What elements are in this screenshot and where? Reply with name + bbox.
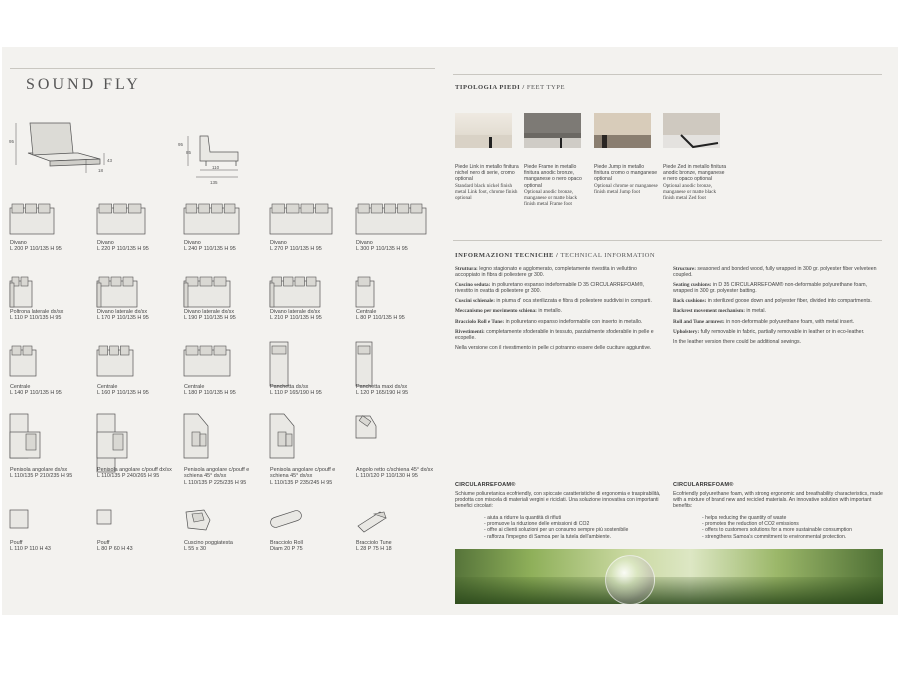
foot-caption-it: Piede Zed in metallo finitura anodic bronze, manganese e nero opaco optional [663, 164, 727, 183]
module-caption-4 [270, 240, 322, 253]
foot-caption-en: Optional chrome or manganese finish metal Jump foot [594, 182, 658, 195]
module-size: L 110/135 P 240/265 H 95 [97, 473, 160, 480]
tech-row-it-6 [455, 329, 660, 341]
side-dim-height: 95 [178, 142, 184, 147]
module-name: Divano [97, 240, 114, 246]
module-size: L 220 P 110/135 H 95 [97, 246, 149, 253]
tech-text: seasoned and bonded wood, fully wrapped in 300 gr. polyester fiber velveteen coupled. [673, 266, 877, 279]
module-size: L 160 P 110/135 H 95 [97, 390, 149, 397]
module-name: Centrale [97, 384, 118, 390]
tech-row-en-6 [673, 329, 883, 335]
module-name: Centrale [10, 384, 31, 390]
module-caption-2 [97, 240, 149, 253]
module-size: L 28 P 75 H 18 [356, 546, 392, 553]
tech-row-it-4 [455, 308, 660, 314]
foot-caption-en: Optional anodic bronze, manganese or matte black finish metal Zed foot [663, 182, 717, 202]
tech-text: Nella versione con il rivestimento in pelle ci potranno essere delle cuciture aggiuntive. [455, 344, 652, 351]
dim-seat: 43 [107, 158, 113, 163]
module-size: L 110/120 P 110/130 H 95 [356, 473, 418, 480]
tech-row-it-7 [455, 345, 660, 351]
tech-text: in poliuretano espanso indeformabile D 35 CIRCULARREFOAM®, rivestito in ovatta di poliestere gr 300. [455, 282, 645, 295]
circular-list-item: - offers to customers solutions for a more sustainable consumption [702, 527, 852, 534]
foot-caption-4 [663, 164, 727, 201]
foot-caption-en: Optional anodic bronze, manganese or matte black finish metal Frame foot [524, 188, 578, 208]
foot-caption-en: Standard black nickel finish metal Link foot, chrome finish optional [455, 182, 518, 202]
tech-row-en-7 [673, 339, 883, 345]
tech-text: legno stagionato e agglomerato, completamente rivestita in velluttino accoppiato in fibra di poliestere gr 300. [455, 266, 637, 279]
tech-row-it-3 [455, 298, 660, 304]
feet-heading [455, 84, 565, 91]
module-size: L 55 x 30 [184, 546, 206, 553]
module-icon-8 [182, 273, 262, 333]
module-size: L 110/135 P 210/235 H 95 [10, 473, 73, 480]
module-caption-10 [356, 309, 405, 322]
module-caption-7 [97, 309, 149, 322]
tech-row-en-3 [673, 298, 883, 304]
module-size: L 120 P 165/190 H 95 [356, 390, 409, 397]
tech-text: fully removable in fabric, partially removable in leather or in eco-leather. [699, 328, 865, 335]
module-name: Centrale [356, 309, 377, 315]
module-size: Diam 20 P 75 [270, 546, 303, 553]
module-caption-8 [184, 309, 236, 322]
module-size: L 190 P 110/135 H 95 [184, 315, 236, 322]
circularrefoam-logo-it: CIRCULARREFOAM® [455, 482, 516, 488]
foot-caption-3 [594, 164, 658, 195]
module-name: Pouff [10, 540, 23, 546]
top-rule-left [10, 68, 435, 69]
module-size: L 270 P 110/135 H 95 [270, 246, 322, 253]
module-caption-16 [10, 467, 90, 480]
module-icon-24 [268, 508, 348, 568]
module-size: L 170 P 110/135 H 95 [97, 315, 149, 322]
foot-link-photo [455, 113, 512, 148]
tech-text: in sterilized goose down and polyester fiber, divided into compartments. [706, 298, 872, 305]
tech-row-en-5 [673, 319, 883, 325]
module-icon-23 [182, 508, 262, 568]
module-name: Divano laterale dx/sx [184, 309, 235, 315]
tech-row-en-4 [673, 308, 883, 314]
module-size: L 110 P 165/190 H 95 [270, 390, 322, 397]
module-caption-25 [356, 540, 392, 553]
foot-jump-photo [594, 113, 651, 148]
tech-row-it-5 [455, 319, 660, 325]
tech-row-it-2 [455, 282, 660, 294]
module-caption-24 [270, 540, 303, 553]
circular-list-item: - helps reducing the quantity of waste [702, 515, 787, 521]
module-size: L 80 P 60 H 43 [97, 546, 133, 553]
module-caption-3 [184, 240, 236, 253]
module-name: Angolo retto c/schiena 45° dx/sx [356, 467, 434, 473]
module-name: Bracciolo Tune [356, 540, 392, 546]
tech-text: in poliuretano espanso indeformabile con inserto in metallo. [504, 318, 643, 325]
module-caption-6 [10, 309, 63, 322]
module-caption-5 [356, 240, 408, 253]
foot-caption-2 [524, 164, 588, 207]
module-caption-9 [270, 309, 322, 322]
feet-heading-it: TIPOLOGIA PIEDI / [455, 84, 525, 91]
tech-label: Meccanismo per movimento schiena: [455, 308, 537, 315]
circular-it-intro: Schiume poliuretanica ecofriendly, con spiccate caratteristiche di ergonomia e traspirabilità, prodotta con miscela di materiali vergini e riciclati. Una soluzione innovativa con importanti benefici circolari: [455, 491, 661, 510]
foot-zed-photo [663, 113, 720, 148]
front-dimension-diagram [8, 115, 118, 180]
tech-label: Bracciolo Roll e Tune: [455, 318, 505, 325]
tech-label: Seating cushions: [673, 282, 712, 289]
foot-caption-it: Piede Frame in metallo finitura anodic bronze, manganese o nero opaco optional [524, 164, 582, 189]
module-caption-20 [356, 467, 436, 480]
circular-list-item: - promotes the reduction of CO2 emissions [702, 521, 799, 528]
side-dim-seat: 85 [186, 150, 192, 155]
module-name: Divano laterale dx/sx [270, 309, 321, 315]
tech-en-column [673, 266, 883, 345]
module-name: Bracciolo Roll [270, 540, 303, 546]
module-name: Centrale [184, 384, 205, 390]
module-name: Penisola angolare dx/sx [10, 467, 68, 473]
tech-label: Backrest movement mechanism: [673, 308, 745, 315]
tech-it-column [455, 266, 660, 351]
side-dim-depth1: 110 [212, 165, 220, 170]
foot-caption-it: Piede Jump in metallo finitura cromo o manganese optional [594, 164, 658, 183]
module-caption-15 [356, 384, 408, 397]
module-caption-1 [10, 240, 62, 253]
tech-label: Roll and Tune armrest: [673, 318, 725, 325]
module-caption-22 [97, 540, 133, 553]
tech-row-en-1 [673, 266, 883, 278]
side-dimension-diagram [178, 128, 248, 188]
module-size: L 140 P 110/135 H 95 [10, 390, 62, 397]
module-name: Panchetta maxi dx/sx [356, 384, 408, 390]
feet-rule [453, 240, 882, 241]
tech-label: Cuscino seduta: [455, 282, 491, 289]
dim-height: 95 [9, 139, 15, 144]
module-name: Penisola angolare c/pouff e schiena 45° dx/sx [270, 467, 336, 480]
tech-heading-it: INFORMAZIONI TECNICHE / [455, 252, 559, 259]
circularrefoam-logo-en: CIRCULARREFOAM® [673, 482, 734, 488]
tech-row-en-2 [673, 282, 883, 294]
tech-text: completamente sfoderabile in tessuto, parzialmente sfoderabile in pelle e ecopelle. [455, 328, 654, 341]
module-icon-19 [268, 414, 348, 474]
tech-heading-en: TECHNICAL INFORMATION [560, 252, 656, 259]
circular-list-item: - strengthens Samoa's commitment to environmental protection. [702, 533, 847, 540]
module-caption-18 [184, 467, 264, 486]
module-size: L 110 P 110 H 43 [10, 546, 51, 553]
tech-text: in piuma d' oca sterilizzata e fibra di poliestere suddivisi in comparti. [494, 298, 652, 305]
tech-text: In the leather version there could be additional sewings. [673, 338, 802, 345]
tech-text: in D 35 CIRCULARREFOAM® non-deformable polyurethane foam, wrapped in 300 gr. polyester batting. [673, 282, 867, 295]
module-icon-17 [95, 414, 175, 474]
module-size: L 180 P 110/135 H 95 [184, 390, 236, 397]
tech-label: Upholstery: [673, 328, 700, 335]
module-caption-13 [184, 384, 236, 397]
module-icon-9 [268, 273, 348, 333]
module-size: L 240 P 110/135 H 95 [184, 246, 236, 253]
module-icon-18 [182, 414, 262, 474]
module-name: Cuscino poggiatesta [184, 540, 233, 546]
module-size: L 200 P 110/135 H 95 [10, 246, 62, 253]
module-name: Divano laterale dx/sx [97, 309, 148, 315]
module-name: Pouff [97, 540, 110, 546]
top-rule-right [453, 74, 882, 75]
module-name: Divano [10, 240, 27, 246]
module-size: L 110/135 P 225/235 H 95 [184, 479, 247, 486]
module-caption-21 [10, 540, 51, 553]
module-size: L 210 P 110/135 H 95 [270, 315, 322, 322]
module-name: Penisola angolare c/pouff e schiena 45° dx/sx [184, 467, 250, 480]
module-size: L 110 P 110/135 H 95 [10, 315, 62, 322]
nature-photo [455, 549, 883, 604]
module-caption-17 [97, 467, 177, 480]
module-caption-11 [10, 384, 62, 397]
module-caption-19 [270, 467, 350, 486]
dim-depth: 18 [98, 168, 104, 173]
module-icon-16 [8, 414, 88, 474]
tech-text: in non-deformable polyurethane foam, with metal insert. [724, 318, 855, 325]
side-dim-depth2: 135 [210, 180, 218, 185]
foot-caption-it: Piede Link in metallo finitura nichel nero di serie, cromo optional [455, 164, 519, 183]
module-name: Divano [184, 240, 201, 246]
tech-text: in metal. [744, 308, 766, 315]
feet-heading-en: FEET TYPE [526, 84, 566, 91]
module-name: Penisola angolare c/pouff dx/sx [97, 467, 172, 473]
module-caption-23 [184, 540, 233, 553]
module-icon-22 [95, 508, 175, 568]
module-caption-12 [97, 384, 149, 397]
circular-list-item: - aiuta a ridurre la quantità di rifiuti [484, 515, 562, 521]
tech-row-it-1 [455, 266, 660, 278]
tech-label: Back cushions: [673, 298, 707, 305]
module-size: L 300 P 110/135 H 95 [356, 246, 408, 253]
module-icon-21 [8, 508, 88, 568]
module-icon-25 [354, 508, 434, 568]
circular-list-item: - promuove la riduzione delle emissioni di CO2 [484, 521, 590, 528]
foot-caption-1 [455, 164, 519, 201]
module-name: Panchetta dx/sx [270, 384, 309, 390]
circular-list-item: - offre ai clienti soluzioni per un consumo sempre più sostenibile [484, 527, 629, 534]
foot-frame-photo [524, 113, 581, 148]
circular-en-list [702, 515, 887, 540]
module-size: L 110/135 P 235/245 H 95 [270, 479, 333, 486]
module-caption-14 [270, 384, 322, 397]
tech-heading [455, 252, 655, 259]
module-name: Divano [270, 240, 287, 246]
tech-text: in metallo. [536, 308, 562, 315]
module-icon-10 [354, 273, 434, 333]
module-icon-20 [354, 414, 434, 474]
circular-en-intro: Ecofriendly polyurethane foam, with strong ergonomic and breathability characteristics, made with a mixture of brand new and recicled materials. An innovative solution with important benefits: [673, 491, 883, 510]
tech-label: Structure: [673, 266, 696, 272]
module-name: Poltrona laterale dx/sx [10, 309, 64, 315]
page-title: SOUND FLY [26, 76, 141, 93]
module-icon-7 [95, 273, 175, 333]
circular-list-item: - rafforza l'impegno di Samoa per la tutela dell'ambiente. [484, 533, 612, 540]
tech-label: Cuscini schienale: [455, 298, 495, 305]
tech-label: Struttura: [455, 266, 478, 272]
module-icon-6 [8, 273, 88, 333]
tech-label: Rivestimenti: [455, 328, 485, 335]
module-size: L 80 P 110/135 H 95 [356, 315, 405, 322]
circular-it-list [484, 515, 664, 540]
module-name: Divano [356, 240, 373, 246]
